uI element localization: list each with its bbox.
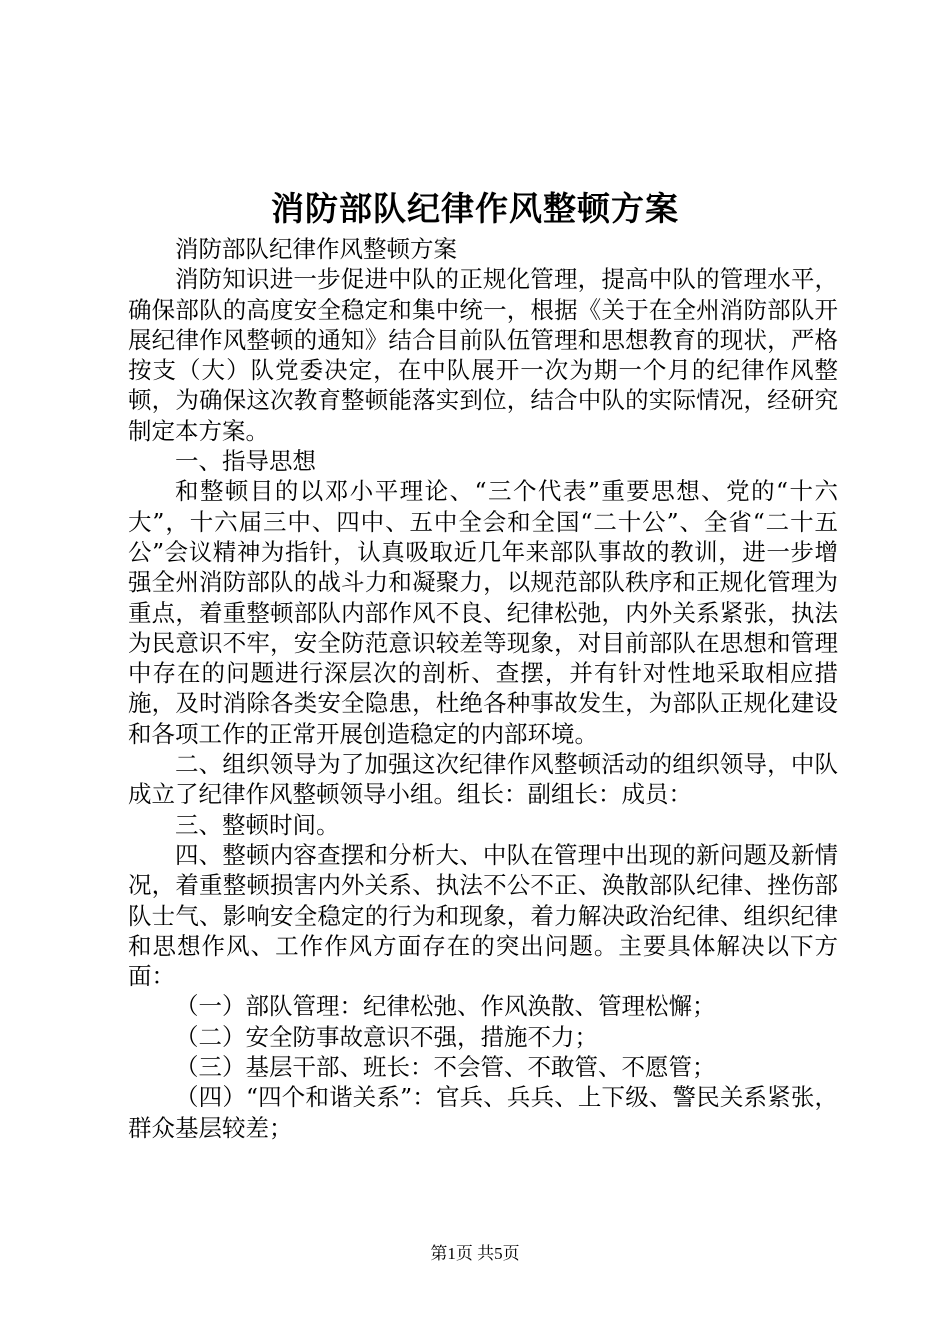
list-item-4: （四）“四个和谐关系”：官兵、兵兵、上下级、警民关系紧张，群众基层较差； (128, 1083, 838, 1142)
section-heading-guiding-thought: 一、指导思想 (175, 447, 316, 476)
list-item-1: （一）部队管理：纪律松弛、作风涣散、管理松懈； (175, 992, 716, 1021)
document-title: 消防部队纪律作风整顿方案 (271, 189, 679, 228)
list-item-2: （二）安全防事故意识不强，措施不力； (175, 1022, 598, 1051)
page-footer: 第1页 共5页 (430, 1244, 520, 1263)
paragraph-subtitle: 消防部队纪律作风整顿方案 (175, 235, 457, 263)
paragraph-rectification-time: 三、整顿时间。 (175, 810, 340, 839)
paragraph-rectification-content: 四、整顿内容查摆和分析大、中队在管理中出现的新问题及新情况，着重整顿损害内外关系、执法不公不正、涣散部队纪律、挫伤部队士气、影响安全稳定的行为和现象，着力解决政治纪律、组织纪律和思想作风、工作作风方面存在的突出问题。主要具体解决以下方面： (128, 840, 838, 991)
list-item-3: （三）基层干部、班长：不会管、不敢管、不愿管； (175, 1053, 716, 1082)
paragraph-intro: 消防知识进一步促进中队的正规化管理，提高中队的管理水平，确保部队的高度安全稳定和集中统一，根据《关于在全州消防部队开展纪律作风整顿的通知》结合目前队伍管理和思想教育的现状，严格按支（大）队党委决定，在中队展开一次为期一个月的纪律作风整顿，为确保这次教育整顿能落实到位，结合中队的实际情况，经研究制定本方案。 (128, 265, 838, 445)
paragraph-guiding-thought: 和整顿目的以邓小平理论、“三个代表”重要思想、党的“十六大”，十六届三中、四中、五中全会和全国“二十公”、全省“二十五公”会议精神为指针，认真吸取近几年来部队事故的教训，进一步增强全州消防部队的战斗力和凝聚力，以规范部队秩序和正规化管理为重点，着重整顿部队内部作风不良、纪律松弛，内外关系紧张，执法为民意识不牢，安全防范意识较差等现象，对目前部队在思想和管理中存在的问题进行深层次的剖析、查摆，并有针对性地采取相应措施，及时消除各类安全隐患，杜绝各种事故发生，为部队正规化建设和各项工作的正常开展创造稳定的内部环境。 (128, 477, 838, 748)
document-body (128, 234, 838, 1143)
paragraph-organization: 二、组织领导为了加强这次纪律作风整顿活动的组织领导，中队成立了纪律作风整顿领导小组。组长：副组长：成员： (128, 750, 838, 809)
